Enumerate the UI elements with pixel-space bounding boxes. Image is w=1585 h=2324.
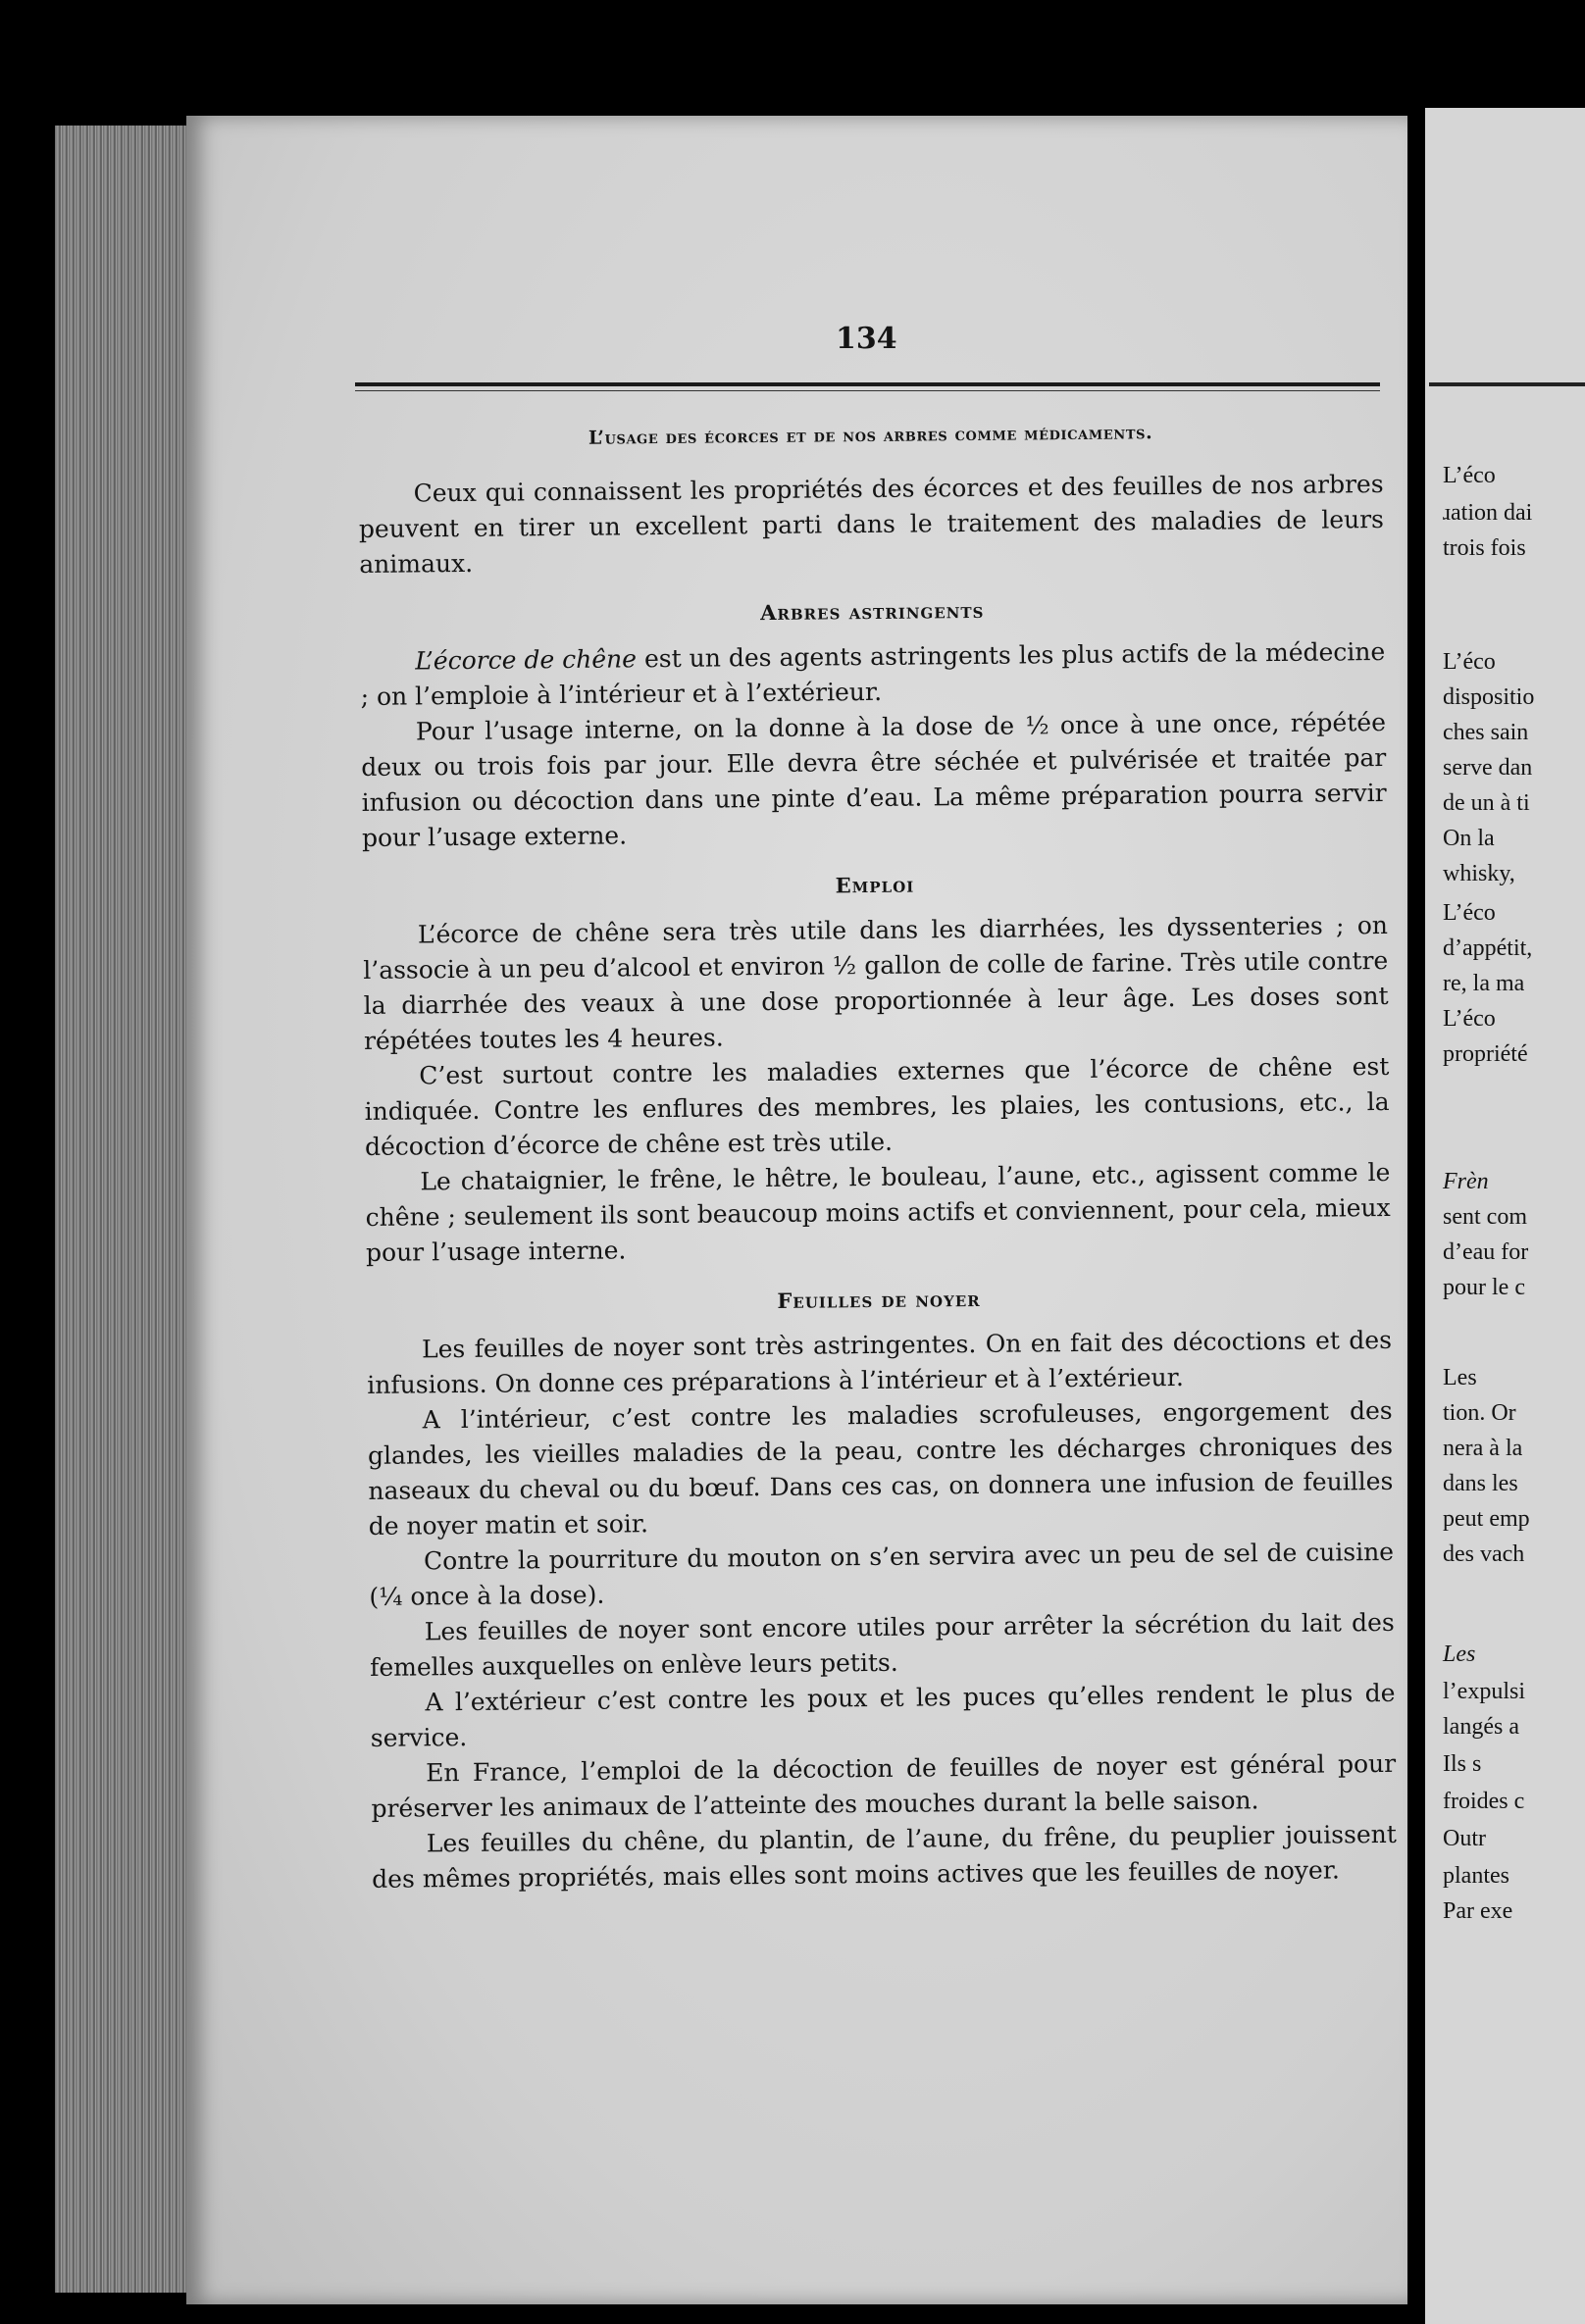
right-page-fragment — [1425, 108, 1585, 2324]
paragraph-text: est un des agents astringents les plus actifs de la médecine ; on l’emploie à l’intérieur et à l’extérieur. — [360, 636, 1386, 711]
right-page-line: propriété — [1443, 1041, 1528, 1067]
body-paragraph — [370, 1676, 1396, 1756]
book-page-edges — [55, 126, 204, 2293]
header-rule — [355, 382, 1380, 386]
right-page-line: Les — [1443, 1365, 1477, 1390]
right-page-line: L’éco — [1443, 1006, 1496, 1032]
paragraph-text: L’écorce de chêne sera très utile dans les diarrhées, les dyssenteries ; on l’associe à un peu d’alcool et environ ½ gallon de colle de farine. Très utile contre la diarrhée des veaux à une dose proportionnée à leur âge. Les doses sont répétées toutes les 4 heures. — [363, 910, 1389, 1055]
header-rule-thin — [355, 390, 1380, 391]
right-page-line: L’éco — [1443, 649, 1496, 675]
right-page-line: tion. Or — [1443, 1400, 1516, 1426]
running-title: L’usage des écorces et de nos arbres comme médicaments. — [588, 422, 1153, 449]
section-heading: Arbres astringents — [760, 597, 985, 626]
body-paragraph — [365, 1155, 1391, 1271]
paragraph-text: A l’intérieur, c’est contre les maladies scrofuleuses, engorgement des glandes, les vieilles maladies de la peau, contre les décharges chroniques des naseaux du cheval ou du bœuf. Dans ces cas, on donnera une infusion de feuilles de noyer matin et soir. — [367, 1395, 1394, 1541]
sections — [360, 594, 1398, 1897]
page-number: 134 — [836, 322, 897, 356]
right-page-line: Frèn — [1443, 1169, 1489, 1194]
body-paragraph — [372, 1817, 1398, 1897]
paragraph-text: Contre la pourriture du mouton on s’en servira avec un peu de sel de cuisine (¼ once à la dose). — [369, 1537, 1395, 1611]
body-paragraph — [368, 1393, 1394, 1544]
section-heading: Feuilles de noyer — [777, 1286, 981, 1313]
intro-paragraph: Ceux qui connaissent les propriétés des écorces et des feuilles de nos arbres peuvent en tirer un excellent parti dans le traitement des maladies de leurs animaux. — [358, 469, 1385, 579]
right-page-line: sent com — [1443, 1204, 1527, 1230]
right-page-line: pour le c — [1443, 1275, 1525, 1300]
right-page-line: ches sain — [1443, 720, 1529, 745]
right-page-line: serve dan — [1443, 755, 1533, 781]
right-page-line: d’eau for — [1443, 1239, 1529, 1265]
right-page-line: L’éco — [1443, 463, 1496, 488]
paragraph-text: A l’extérieur c’est contre les poux et les puces qu’elles rendent le plus de service. — [370, 1678, 1396, 1752]
body-paragraph — [369, 1535, 1395, 1615]
right-page-line: dispositio — [1443, 684, 1535, 710]
right-page-line: Par exe — [1443, 1898, 1513, 1924]
right-page-line: de un à ti — [1443, 790, 1530, 816]
right-page-line: des vach — [1443, 1541, 1525, 1567]
right-page-line: Les — [1443, 1642, 1476, 1667]
right-page-line: On la — [1443, 826, 1495, 851]
right-page-line: whisky, — [1443, 861, 1515, 886]
right-page-line: L’éco — [1443, 900, 1496, 926]
right-page-line: dans les — [1443, 1471, 1518, 1496]
body-paragraph — [361, 705, 1387, 856]
right-page-line: nera à la — [1443, 1436, 1523, 1461]
paragraph-text: C’est surtout contre les maladies externes que l’écorce de chêne est indiquée. Contre les enflures des membres, les plaies, les contusions, etc., la décoction d’écorce de chêne est très utile. — [364, 1051, 1390, 1161]
right-page-line: Outr — [1443, 1826, 1486, 1851]
page-content — [358, 420, 1397, 1897]
paragraph-text: En France, l’emploi de la décoction de feuilles de noyer est général pour préserver les animaux de l’atteinte des mouches durant la belle saison. — [371, 1748, 1397, 1823]
body-paragraph — [370, 1605, 1396, 1686]
right-page-line: ɹation dai — [1443, 500, 1533, 526]
paragraph-text: Les feuilles du chêne, du plantin, de l’aune, du frêne, du peuplier jouissent des mêmes propriétés, mais elles sont moins actives que les feuilles de noyer. — [372, 1819, 1397, 1894]
right-page-line: peut emp — [1443, 1506, 1530, 1532]
right-page-line: plantes — [1443, 1863, 1509, 1889]
body-paragraph — [364, 1049, 1390, 1165]
right-page-line: l’expulsi — [1443, 1679, 1525, 1704]
italic-lead: L’écorce de chêne — [415, 644, 638, 676]
right-page-line: trois fois — [1443, 535, 1526, 561]
body-paragraph — [363, 908, 1389, 1059]
section-heading: Emploi — [835, 872, 915, 898]
right-page-rule — [1429, 382, 1585, 386]
body-paragraph — [360, 634, 1386, 715]
right-page-line: d’appétit, — [1443, 935, 1533, 961]
right-page-line: langés a — [1443, 1714, 1519, 1740]
paragraph-text: Les feuilles de noyer sont encore utiles pour arrêter la sécrétion du lait des femelles auxquelles on enlève leurs petits. — [369, 1607, 1395, 1682]
paragraph-text: Les feuilles de noyer sont très astringentes. On en fait des décoctions et des infusions. On donne ces préparations à l’intérieur et à l’extérieur. — [367, 1325, 1393, 1399]
paragraph-text: Pour l’usage interne, on la donne à la dose de ½ once à une once, répétée deux ou trois fois par jour. Elle devra être séchée et pulvérisée et traitée par infusion ou décoction dans une pinte d’eau. La même préparation pourra servir pour l’usage externe. — [361, 707, 1387, 852]
right-page-line: froides c — [1443, 1789, 1525, 1814]
body-paragraph — [371, 1746, 1397, 1827]
right-page-line: Ils s — [1443, 1751, 1482, 1777]
body-paragraph — [367, 1323, 1393, 1403]
right-page-line: re, la ma — [1443, 971, 1525, 996]
paragraph-text: Le chataignier, le frêne, le hêtre, le bouleau, l’aune, etc., agissent comme le chêne ; seulement ils sont beaucoup moins actifs et conviennent, pour cela, mieux pour l’usage interne. — [365, 1157, 1391, 1267]
